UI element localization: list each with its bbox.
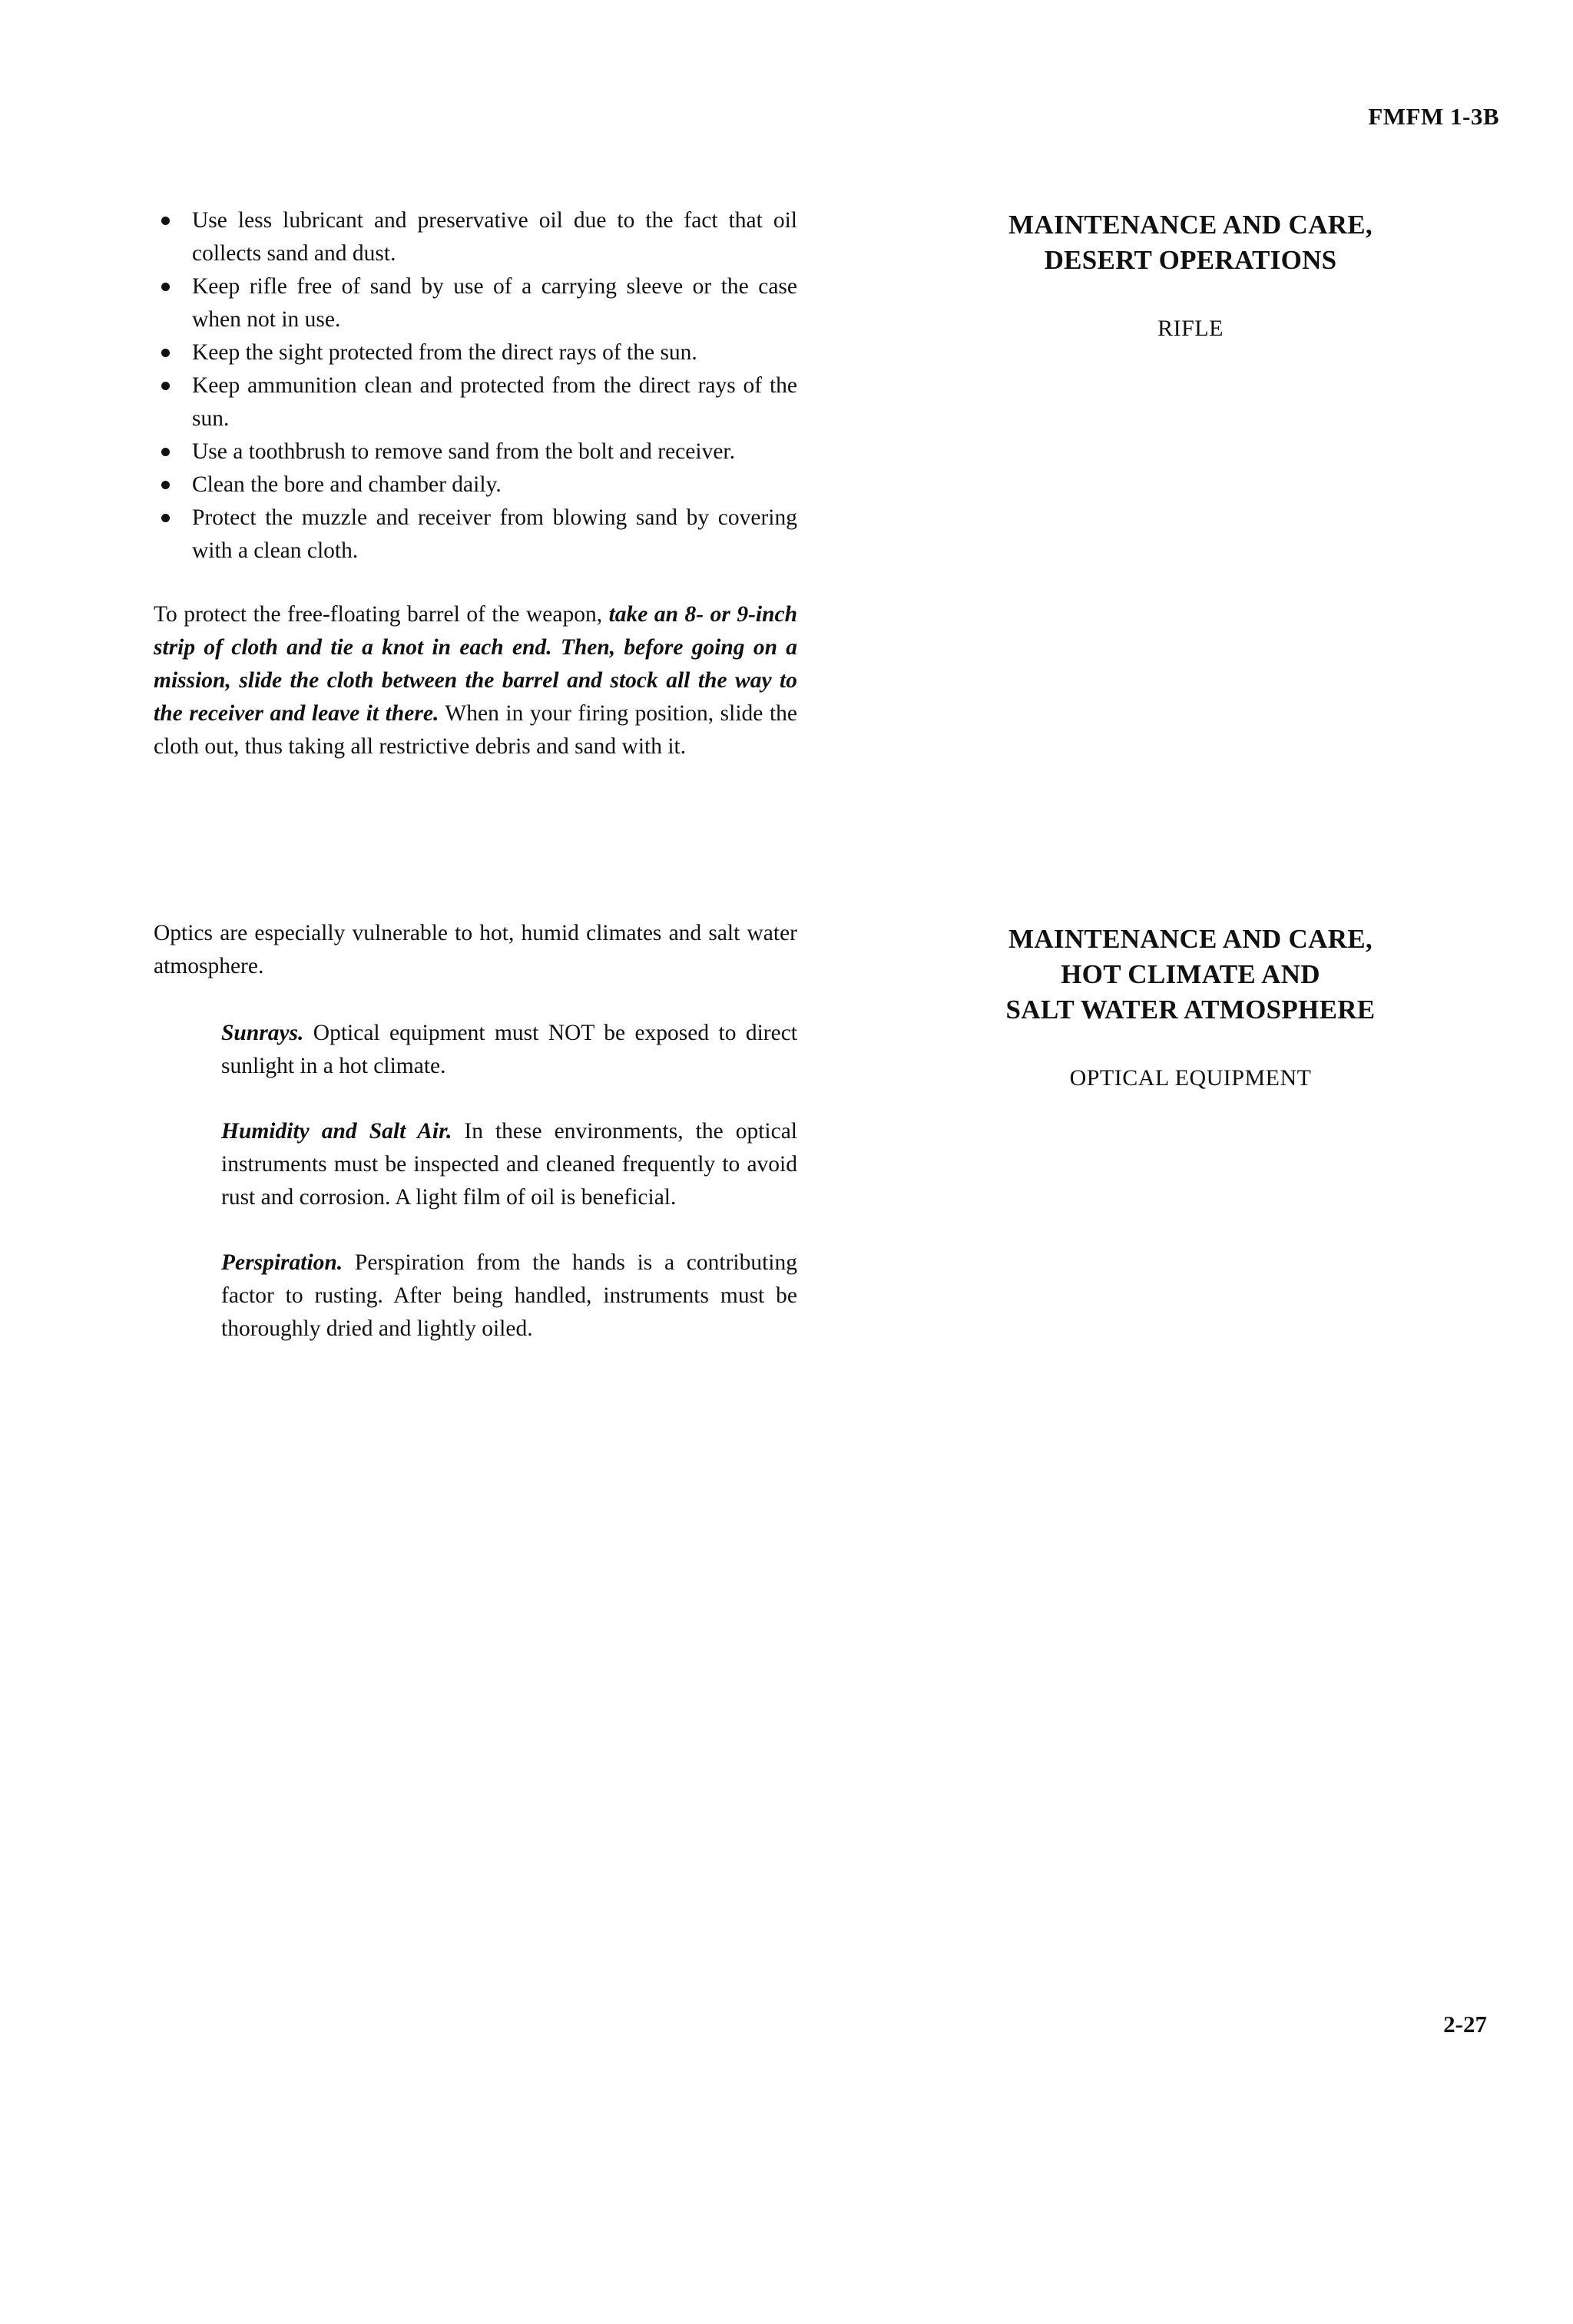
section-heading: DESERT OPERATIONS [1044,245,1337,275]
section-subheading: RIFLE [1157,316,1224,341]
list-item: Protect the muzzle and receiver from blowing sand by covering with a clean cloth. [154,502,797,568]
bullet-icon [161,481,170,489]
bullet-icon [161,514,170,522]
item-label: Humidity and Salt Air. [221,1119,452,1144]
humidity-paragraph: Humidity and Salt Air. In these environments, the optical instruments must be inspected and cleaned frequently to avoid rust and corrosion. A light film of oil is beneficial. [221,1119,797,1210]
emphasized-instruction: take an 8- or 9-inch strip of cloth and tie a knot in each end. Then, before going on a mission, slide the cloth between the barrel and stock all the way to the receiver and leave it there. [154,602,797,726]
list-item: Clean the bore and chamber daily. [154,468,797,502]
list-item: Keep ammunition clean and protected from the direct rays of the sun. [154,369,797,435]
sunrays-paragraph: Sunrays. Optical equipment must NOT be exposed to direct sunlight in a hot climate. [221,1021,797,1078]
hot-climate-section-header [937,922,1444,1094]
list-item: Keep the sight protected from the direct rays of the sun. [154,336,797,369]
bullet-icon [161,349,170,357]
rifle-care-list [154,204,797,568]
bullet-icon [161,217,170,225]
section-heading: SALT WATER ATMOSPHERE [1005,995,1376,1025]
section-heading: HOT CLIMATE AND [1061,959,1320,989]
bullet-icon [161,448,170,456]
section-heading: MAINTENANCE AND CARE, [1008,924,1373,954]
desert-section-header [937,207,1444,344]
item-label: Perspiration. [221,1250,343,1275]
optics-intro-paragraph: Optics are especially vulnerable to hot, humid climates and salt water atmosphere. [154,921,797,978]
barrel-protection-paragraph: To protect the free-floating barrel of the weapon, take an 8- or 9-inch strip of cloth and tie a knot in each end. Then, before going on a mission, slide the cloth between the barrel and stock all the way to the receiver and leave it there. When in your firing position, slide the cloth out, thus taking all restrictive debris and sand with it. [154,602,797,759]
list-item: Use a toothbrush to remove sand from the bolt and receiver. [154,435,797,468]
perspiration-paragraph: Perspiration. Perspiration from the hands is a contributing factor to rusting. After being handled, instruments must be thoroughly dried and lightly oiled. [221,1250,797,1341]
list-item: Keep rifle free of sand by use of a carrying sleeve or the case when not in use. [154,270,797,336]
section-subheading: OPTICAL EQUIPMENT [1069,1065,1312,1091]
bullet-icon [161,382,170,390]
running-head: FMFM 1-3B [1368,103,1499,130]
optical-equipment-body [154,917,797,1346]
item-label: Sunrays. [221,1021,304,1045]
bullet-icon [161,283,170,291]
page-number: 2-27 [1443,2011,1487,2038]
desert-rifle-body [154,204,797,763]
section-heading: MAINTENANCE AND CARE, [1008,210,1373,240]
list-item: Use less lubricant and preservative oil due to the fact that oil collects sand and dust. [154,204,797,270]
